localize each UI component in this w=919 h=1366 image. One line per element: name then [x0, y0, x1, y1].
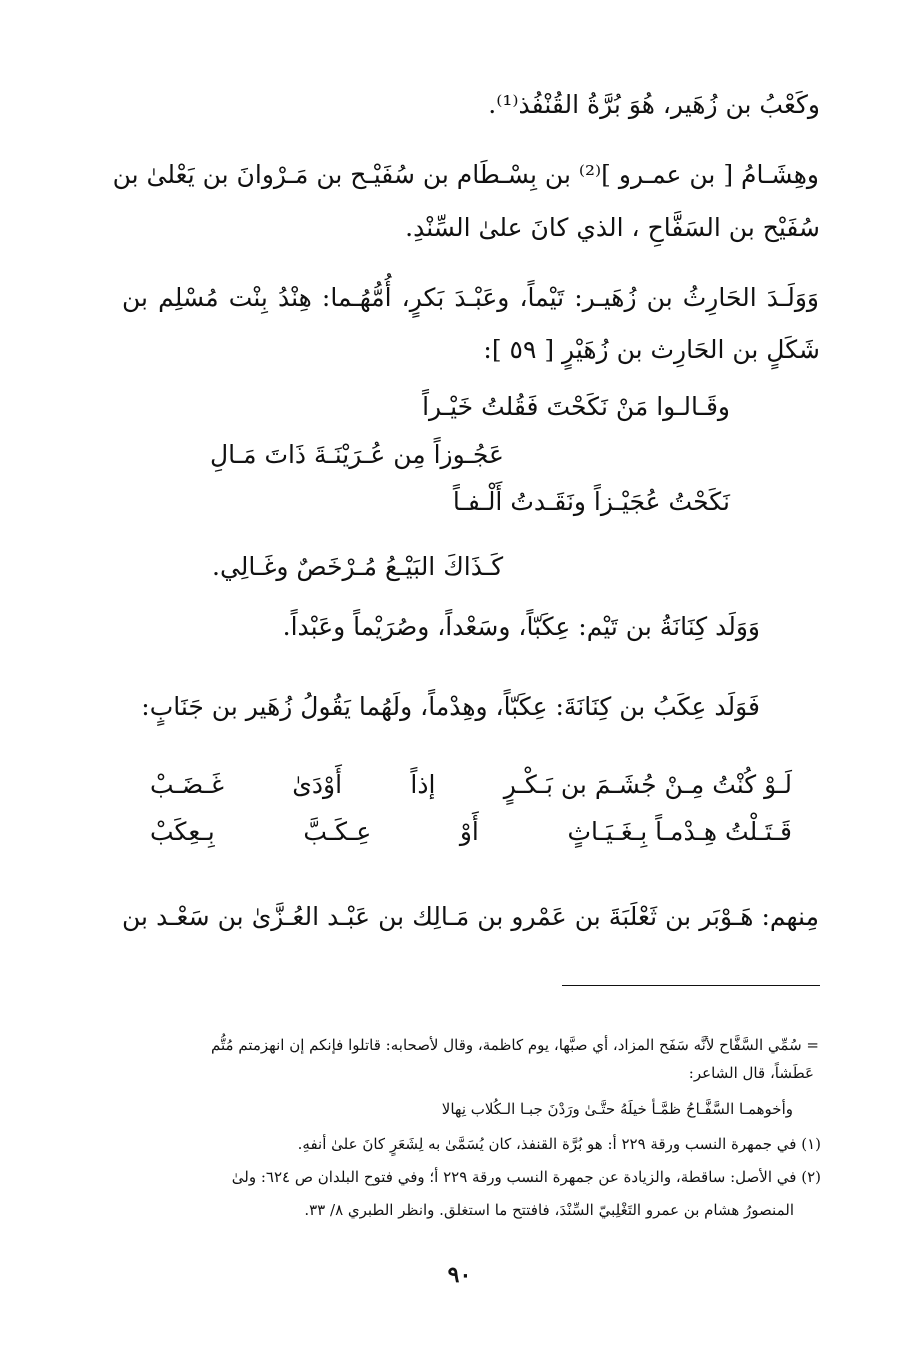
paragraph-hisham-line-2: سُفَيْح بن السَفَّاحِ ، الذي كانَ علىٰ السِّنْدِ.	[405, 213, 820, 242]
paragraph-hawbar: مِنهم: هَـوْبَر بن ثَعْلَبَةَ بن عَمْرو بن مَـالِك بن عَبْـد العُـزَّىٰ بن سَعْـد بن	[122, 902, 819, 931]
footnote-1: (١) في جمهرة النسب ورقة ٢٢٩ أ: هو بُرَّة القنفذ، كان يُسَمَّىٰ به لِشَعَرٍ كانَ علىٰ أنفهِ.	[297, 1135, 821, 1153]
page-number: ٩٠	[447, 1262, 472, 1288]
couplet-1-word-3: أَوْدَىٰ	[292, 770, 343, 799]
couplet-1-word-2: إذاً	[410, 770, 436, 799]
footnote-divider	[562, 985, 820, 986]
footnote-continuation-line-2: عَطَشاً، قال الشاعر:	[688, 1064, 814, 1082]
paragraph-kinana: وَوَلَد كِنَانَةُ بن تَيْم: عِكَبّاً، وسَعْداً، وصُرَيْماً وعَبْداً.	[282, 612, 760, 641]
poem-verse-2: عَجُـوزاً مِن عُـرَيْنَـةَ ذَاتَ مَـالِ	[210, 440, 504, 469]
paragraph-ikab: فَوَلَد عِكَبُ بن كِنَانَةَ: عِكَبّاً، وهِدْماً، ولَهُما يَقُولُ زُهَير بن جَنَابٍ:	[141, 692, 760, 721]
poem-verse-4: كَـذَاكَ البَيْـعُ مُـرْخَصٌ وغَـالِي.	[212, 552, 504, 581]
footnote-verse: وأخوهمـا السَّفَّـاحُ ظمَّـأ خيلَهُ حتَّـىٰ ورَدْنَ جبـا الـكُلاب نِهالا	[441, 1100, 793, 1118]
footnote-continuation-line-1: = سُمِّي السَّفَّاح لأنَّه سَفَح المزاد، أي صبَّها، يوم كاظمة، وقال لأصحابه: قاتلوا فإنكم إن انهزمتم مُتُّم	[211, 1036, 819, 1054]
couplet-2-word-1: قَـتَـلْتُ هِـدْمـاً بِـغَـيَـاثٍ	[567, 817, 792, 846]
paragraph-harith-line-2: شَكَلٍ بن الحَارِث بن زُهَيْرٍ [ ٥٩ ]:	[483, 335, 820, 364]
couplet-2-word-4: بِـعِكَبْ	[150, 817, 215, 846]
couplet-1-word-4: غَـضَـبْ	[150, 770, 224, 799]
couplet-row-2	[150, 812, 792, 852]
couplet-2-word-3: عِـكَـبَّ	[303, 817, 372, 846]
paragraph-kaab: وكَعْبُ بن زُهَير، هُوَ بُرَّةُ القُنْفُذ⁽¹⁾.	[488, 90, 820, 119]
couplet-row-1	[150, 765, 792, 805]
paragraph-harith-line-1: وَوَلَـدَ الحَارِثُ بن زُهَيـر: تَيْماً، وعَبْـدَ بَكرٍ، أُمُّهُـما: هِنْدُ بِنْت مُسْلِم بن	[122, 283, 819, 312]
footnote-2-line-1: (٢) في الأصل: ساقطة، والزيادة عن جمهرة النسب ورقة ٢٢٩ أ؛ وفي فتوح البلدان ص ٦٢٤: ولىٰ	[231, 1168, 821, 1186]
paragraph-hisham-line-1: وهِشَـامُ [ بن عمـرو ]⁽²⁾ بن بِسْـطَام بن سُفَيْـح بن مَـرْوانَ بن يَعْلىٰ بن	[112, 160, 819, 189]
poem-verse-1: وقَـالـوا مَنْ نَكَحْتَ فَقُلتُ خَيْـراً	[422, 392, 730, 421]
couplet-1-word-1: لَـوْ كُنْتُ مِـنْ جُشَـمَ بن بَـكْـرٍ	[503, 770, 792, 799]
couplet-2-word-2: أَوْ	[459, 817, 479, 846]
footnote-2-line-2: المنصورُ هشام بن عمرو التَغْلِبيّ السِّنْدَ، فافتتح ما استغلق. وانظر الطبري ٨/ ٣٣.	[304, 1201, 794, 1219]
poem-verse-3: نَكَحْتُ عُجَيْـزاً ونَقَـدتُ أَلْـفـاً	[452, 487, 730, 516]
